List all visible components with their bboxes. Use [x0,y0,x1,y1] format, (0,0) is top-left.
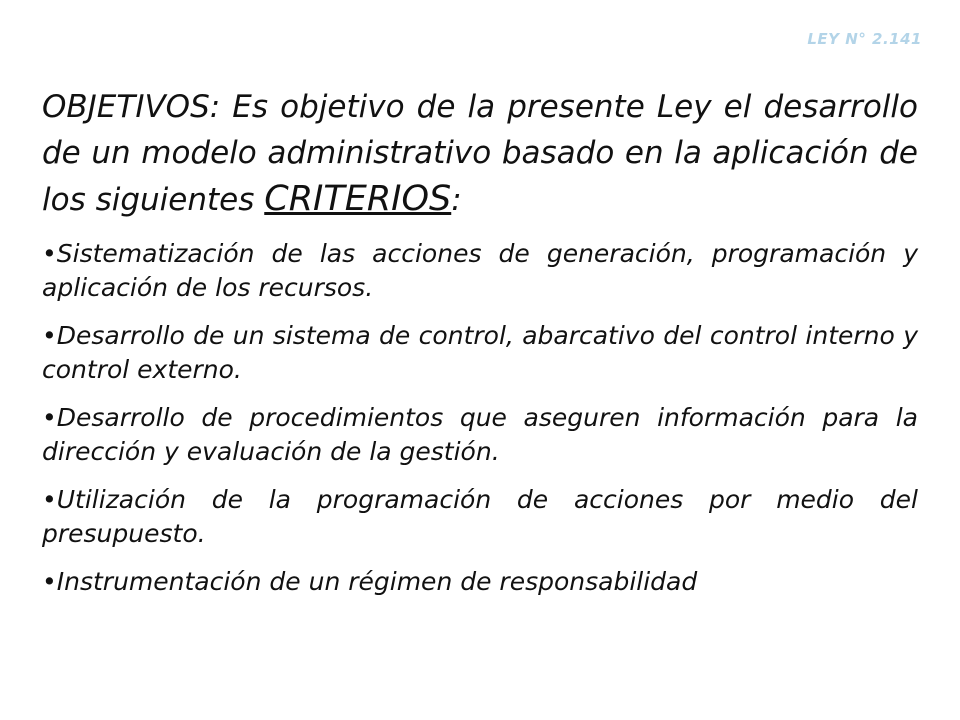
criteria-list [42,237,918,599]
criteria-item-text: Desarrollo de procedimientos que aseguren información para la dirección y evaluación de la gestión. [42,403,918,466]
criteria-item [42,319,918,387]
criterios-heading: CRITERIOS [264,179,452,219]
criteria-item [42,565,918,599]
bullet-glyph: • [42,239,57,268]
bullet-glyph: • [42,567,57,596]
criteria-item-text: Instrumentación de un régimen de responsabilidad [56,567,698,596]
criteria-item [42,401,918,469]
criteria-item-text: Sistematización de las acciones de generación, programación y aplicación de los recursos. [42,239,918,302]
objectives-paragraph [42,84,918,223]
criteria-item [42,483,918,551]
slide-content [42,84,918,613]
bullet-glyph: • [42,403,57,432]
criteria-item [42,237,918,305]
objectives-text: OBJETIVOS: Es objetivo de la presente Ley el desarrollo de un modelo administrativo basado en la aplicación de los siguientes [42,89,918,218]
bullet-glyph: • [42,321,57,350]
criteria-item-text: Utilización de la programación de acciones por medio del presupuesto. [42,485,918,548]
bullet-glyph: • [42,485,57,514]
criteria-item-text: Desarrollo de un sistema de control, abarcativo del control interno y control externo. [42,321,918,384]
criterios-colon: : [451,182,462,218]
law-number-label: LEY N° 2.141 [807,30,922,48]
